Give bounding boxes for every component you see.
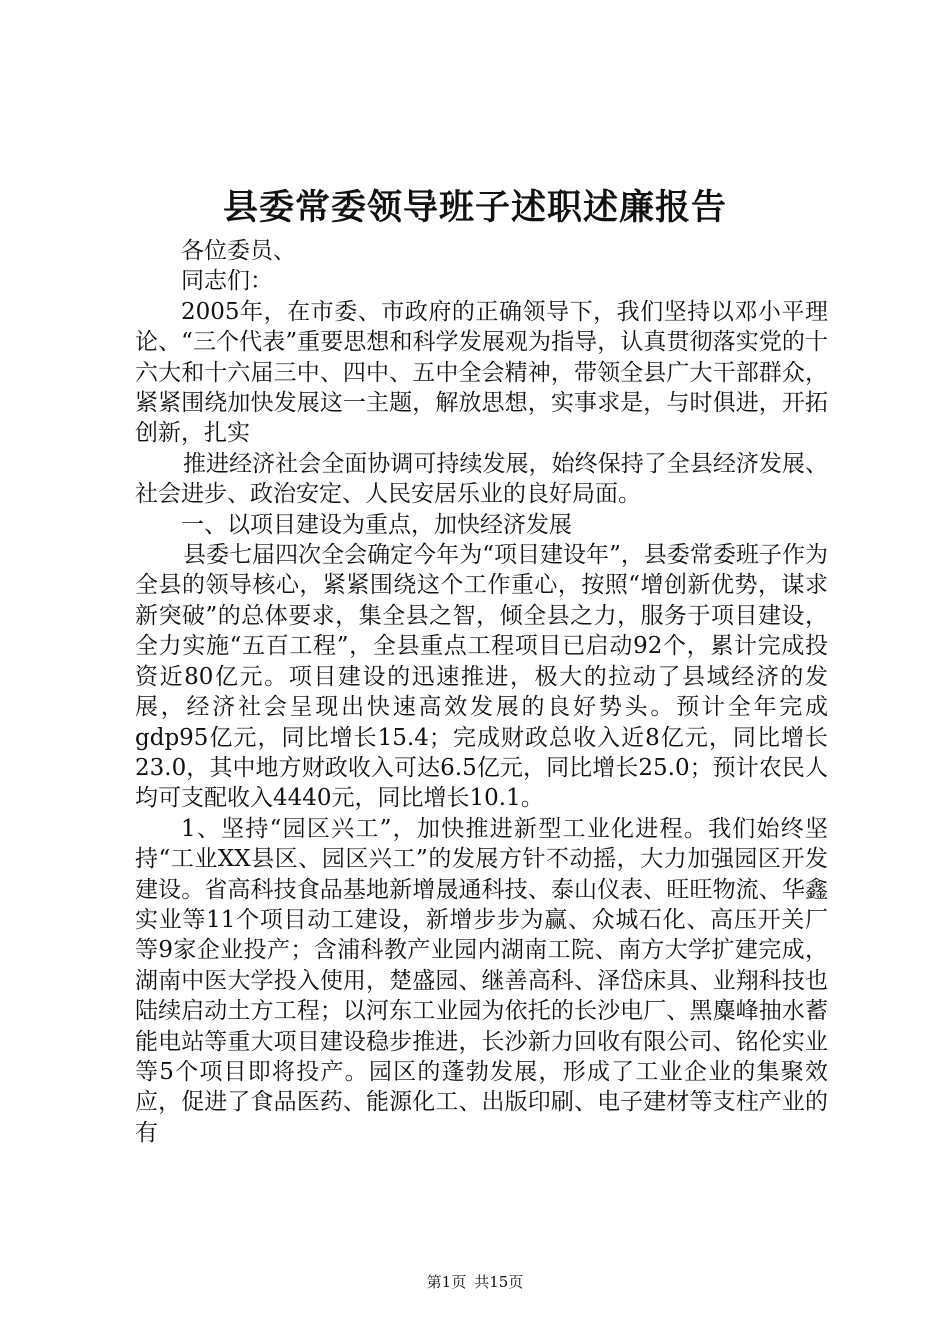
- paragraph-intro: 2005年，在市委、市政府的正确领导下，我们坚持以邓小平理论、“三个代表”重要思想和科学发展观为指导，认真贯彻落实党的十六大和十六届三中、四中、五中全会精神，带领全县广大干部群众，紧紧围绕加快发展这一主题，解放思想，实事求是，与时俱进，开拓创新，扎实: [135, 298, 828, 447]
- paragraph-intro-continued: 推进经济社会全面协调可持续发展，始终保持了全县经济发展、社会进步、政治安定、人民安居乐业的良好局面。: [135, 450, 828, 508]
- paragraph-industrial-parks: 1、坚持“园区兴工”，加快推进新型工业化进程。我们始终坚持“工业XX县区、园区兴工”的发展方针不动摇，大力加强园区开发建设。省高科技食品基地新增晟通科技、泰山仪表、旺旺物流、华鑫实业等11个项目动工建设，新增步步为赢、众城石化、高压开关厂等9家企业投产；含浦科教产业园内湖南工院、南方大学扩建完成，湖南中医大学投入使用，楚盛园、继善高科、泽岱床具、业翔科技也陆续启动土方工程；以河东工业园为依托的长沙电厂、黑麋峰抽水蓄能电站等重大项目建设稳步推进，长沙新力回收有限公司、铭伦实业等5个项目即将投产。园区的蓬勃发展，形成了工业企业的集聚效应，促进了食品医药、能源化工、出版印刷、电子建材等支柱产业的有: [135, 815, 828, 1146]
- document-title: 县委常委领导班子述职述廉报告: [222, 187, 727, 228]
- section-heading-1: 一、以项目建设为重点，加快经济发展: [181, 511, 572, 538]
- salutation-comrades: 同志们：: [181, 268, 273, 295]
- salutation-members: 各位委员、: [181, 238, 296, 264]
- paragraph-project-construction: 县委七届四次全会确定今年为“项目建设年”，县委常委班子作为全县的领导核心，紧紧围绕这个工作重心，按照“增创新优势，谋求新突破”的总体要求，集全县之智，倾全县之力，服务于项目建设，全力实施“五百工程”，全县重点工程项目已启动92个，累计完成投资近80亿元。项目建设的迅速推进，极大的拉动了县域经济的发展，经济社会呈现出快速高效发展的良好势头。预计全年完成gdp95亿元，同比增长15.4；完成财政总收入近8亿元，同比增长23.0，其中地方财政收入可达6.5亿元，同比增长25.0；预计农民人均可支配收入4440元，同比增长10.1。: [135, 542, 828, 812]
- document-body: [135, 236, 828, 1148]
- page-number: 第1页: [426, 1273, 467, 1291]
- page-total: 共15页: [474, 1273, 524, 1291]
- page-footer: [0, 1271, 950, 1293]
